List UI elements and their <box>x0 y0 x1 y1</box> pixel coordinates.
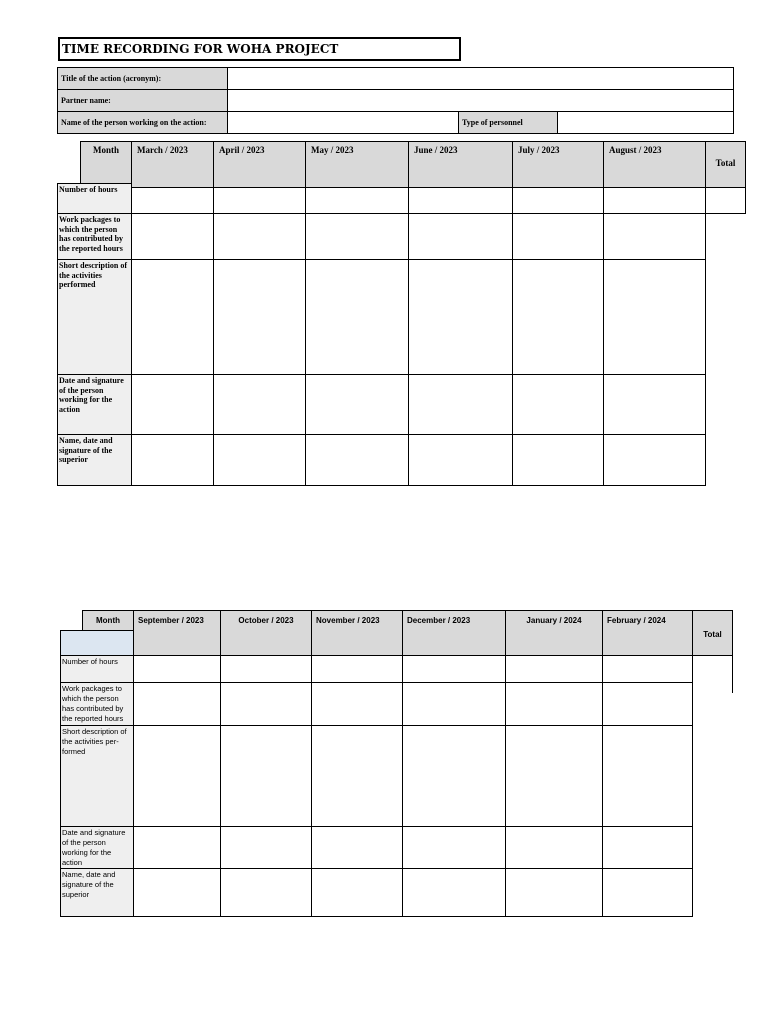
table1-cell[interactable] <box>213 187 306 214</box>
table2-cell[interactable] <box>402 655 506 683</box>
table2-cell[interactable] <box>602 682 693 726</box>
table2-cell[interactable] <box>133 868 221 917</box>
table1-cell[interactable] <box>305 434 409 486</box>
table1-month-col: May / 2023 <box>305 141 409 188</box>
table2-cell[interactable] <box>220 725 312 827</box>
table2-cell[interactable] <box>602 868 693 917</box>
table2-month-col: January / 2024 <box>505 610 603 656</box>
table2-cell[interactable] <box>311 725 403 827</box>
table1-month-col: June / 2023 <box>408 141 513 188</box>
table2-row-label-description: Short description of the activities per-formed <box>60 725 134 827</box>
table1-row-label-hours: Number of hours <box>57 183 132 214</box>
table2-cell[interactable] <box>311 655 403 683</box>
table1-row-label-workpackages: Work packages to which the person has contributed by the reported hours <box>57 213 132 260</box>
table1-cell[interactable] <box>408 213 513 260</box>
table2-cell[interactable] <box>402 826 506 869</box>
action-title-label: Title of the action (acronym): <box>58 68 228 90</box>
table2-cell[interactable] <box>220 868 312 917</box>
table2-cell[interactable] <box>505 868 603 917</box>
table1-row-label-description: Short description of the activities performed <box>57 259 132 375</box>
table1-cell[interactable] <box>408 434 513 486</box>
table1-cell[interactable] <box>512 213 604 260</box>
header-fields-table <box>57 67 734 134</box>
table1-cell[interactable] <box>603 187 706 214</box>
table2-cell[interactable] <box>602 655 693 683</box>
table1-month-col: April / 2023 <box>213 141 306 188</box>
table1-row-label-signature: Date and signature of the person working for the action <box>57 374 132 435</box>
page-title: TIME RECORDING FOR WOHA PROJECT <box>58 37 461 61</box>
table1-cell[interactable] <box>131 374 214 435</box>
table2-cell[interactable] <box>133 682 221 726</box>
table1-total-cell[interactable] <box>705 187 746 214</box>
table1-cell[interactable] <box>603 259 706 375</box>
table2-cell[interactable] <box>311 868 403 917</box>
personnel-type-field[interactable] <box>558 112 734 134</box>
table1-cell[interactable] <box>305 374 409 435</box>
table1-cell[interactable] <box>131 213 214 260</box>
table1-cell[interactable] <box>603 374 706 435</box>
table2-month-col: September / 2023 <box>133 610 221 656</box>
table2-cell[interactable] <box>220 655 312 683</box>
table2-total-cell[interactable] <box>692 655 733 683</box>
table2-cell[interactable] <box>133 655 221 683</box>
person-name-label: Name of the person working on the action: <box>58 112 228 134</box>
personnel-type-label: Type of personnel <box>459 112 558 134</box>
table2-cell[interactable] <box>402 725 506 827</box>
table2-row-label-workpackages: Work packages to which the person has contributed by the reported hours <box>60 682 134 726</box>
table1-cell[interactable] <box>512 187 604 214</box>
table1-cell[interactable] <box>603 213 706 260</box>
table2-cell[interactable] <box>402 868 506 917</box>
table2-cell[interactable] <box>602 725 693 827</box>
table2-cell[interactable] <box>505 655 603 683</box>
table2-cell[interactable] <box>505 826 603 869</box>
partner-name-label: Partner name: <box>58 90 228 112</box>
table1-month-col: March / 2023 <box>131 141 214 188</box>
table2-cell[interactable] <box>402 682 506 726</box>
table1-row-label-superior: Name, date and signature of the superior <box>57 434 132 486</box>
table2-total-edge <box>732 682 733 693</box>
table1-cell[interactable] <box>603 434 706 486</box>
table1-cell[interactable] <box>512 259 604 375</box>
table1-cell[interactable] <box>408 374 513 435</box>
table1-cell[interactable] <box>213 213 306 260</box>
table2-month-col: October / 2023 <box>220 610 312 656</box>
partner-name-field[interactable] <box>228 90 734 112</box>
table1-cell[interactable] <box>131 187 214 214</box>
table2-cell[interactable] <box>133 725 221 827</box>
table2-month-col: November / 2023 <box>311 610 403 656</box>
table1-cell[interactable] <box>512 374 604 435</box>
table1-cell[interactable] <box>131 259 214 375</box>
table2-month-col: December / 2023 <box>402 610 506 656</box>
action-title-field[interactable] <box>228 68 734 90</box>
table1-cell[interactable] <box>213 259 306 375</box>
table1-month-col: July / 2023 <box>512 141 604 188</box>
person-name-field[interactable] <box>228 112 459 134</box>
table1-cell[interactable] <box>131 434 214 486</box>
table1-cell[interactable] <box>512 434 604 486</box>
table1-cell[interactable] <box>408 187 513 214</box>
table2-cell[interactable] <box>602 826 693 869</box>
table2-cell[interactable] <box>220 682 312 726</box>
table1-cell[interactable] <box>213 374 306 435</box>
table1-cell[interactable] <box>305 259 409 375</box>
table2-total-header: Total <box>692 610 733 656</box>
table2-cell[interactable] <box>311 826 403 869</box>
table2-cell[interactable] <box>220 826 312 869</box>
table2-cell[interactable] <box>505 725 603 827</box>
table1-cell[interactable] <box>305 213 409 260</box>
table2-corner-cell <box>60 630 134 656</box>
table2-cell[interactable] <box>311 682 403 726</box>
table2-month-col: February / 2024 <box>602 610 693 656</box>
table1-total-header: Total <box>705 141 746 188</box>
table2-row-label-superior: Name, date and signature of the superior <box>60 868 134 917</box>
table2-cell[interactable] <box>505 682 603 726</box>
table1-cell[interactable] <box>408 259 513 375</box>
table2-month-header: Month <box>82 610 134 631</box>
table2-cell[interactable] <box>133 826 221 869</box>
table2-row-label-signature: Date and signature of the person working for the action <box>60 826 134 869</box>
table1-month-col: August / 2023 <box>603 141 706 188</box>
table1-cell[interactable] <box>213 434 306 486</box>
table2-row-label-hours: Number of hours <box>60 655 134 683</box>
table1-cell[interactable] <box>305 187 409 214</box>
table1-month-header: Month <box>80 141 132 188</box>
